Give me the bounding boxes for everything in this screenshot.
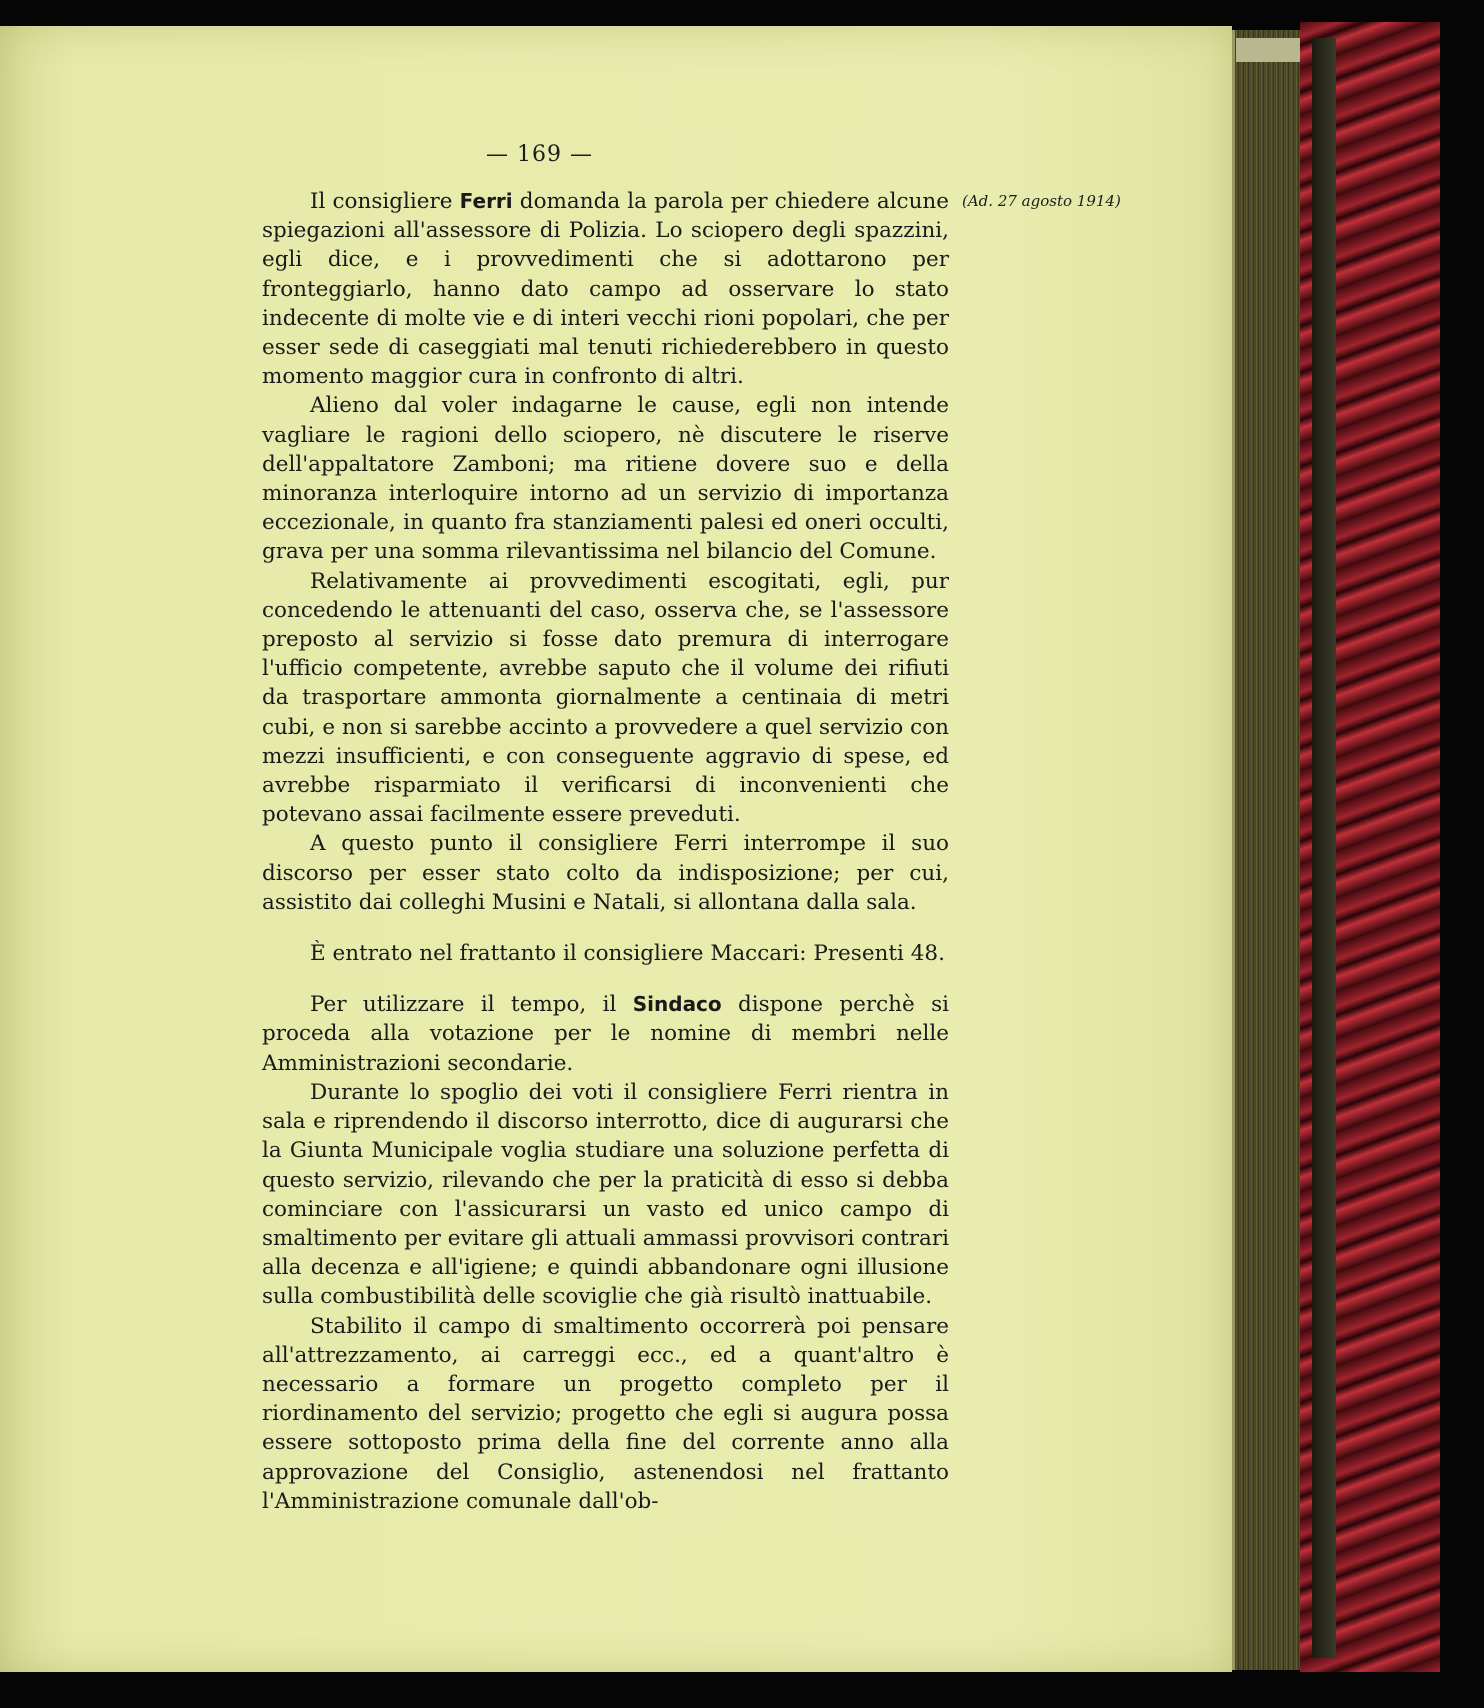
paragraph: Durante lo spoglio dei voti il consigliere Ferri rientra in sala e riprendendo il discorso interrotto, dice di augurarsi che la Giunta Municipale voglia studiare una soluzione perfetta di questo servizio, rilevando che per la praticità di esso si debba cominciare con l'assicurarsi un vasto ed unico campo di smaltimento per evitare gli attuali ammassi provvisori contrari alla decenza e all'igiene; e quindi abbandonare ogni illusione sulla combustibilità delle scoviglie che già risultò inattuabile. [262,1079,949,1310]
body-text [262,187,949,1516]
paragraph-text: Per utilizzare il tempo, il [310,992,633,1018]
page-number: — 169 — [486,142,593,167]
paragraph-text: dispone perchè si proceda alla votazione per le nomine di membri nelle Amministrazioni secondarie. [262,992,950,1076]
speaker-name: Ferri [459,189,513,213]
margin-note: (Ad. 27 agosto 1914) [962,192,1121,210]
paragraph: Alieno dal voler indagarne le cause, egli non intende vagliare le ragioni dello sciopero, nè discutere le riserve dell'appaltatore Zamboni; ma ritiene dovere suo e della minoranza interloquire intorno ad un servizio di importanza eccezionale, in quanto fra stanziamenti palesi ed oneri occulti, grava per una somma rilevantissima nel bilancio del Comune. [262,393,949,565]
paragraph-text: Il consigliere [310,189,460,214]
paragraph: È entrato nel frattanto il consigliere Maccari: Presenti 48. [310,941,945,967]
speaker-name: Sindaco [632,992,722,1017]
paragraph [262,990,949,1078]
paragraph: Stabilito il campo di smaltimento occorrerà poi pensare all'attrezzamento, ai carreggi ecc., ed a quant'altro è necessario a formare un progetto completo per il riordinamento del servizio; progetto che egli si augura possa essere sottoposto prima della fine del corrente anno alla approvazione del Consiglio, astenendosi nel frattanto l'Amministrazione comunale dall'ob- [262,1313,949,1514]
paragraph: Relativamente ai provvedimenti escogitati, egli, pur concedendo le attenuanti del caso, osserva che, se l'assessore preposto al servizio si fosse dato premura di interrogare l'ufficio competente, avrebbe saputo che il volume dei rifiuti da trasportare ammonta giornalmente a centinaia di metri cubi, e non si sarebbe accinto a provvedere a quel servizio con mezzi insufficienti, e con conseguente aggravio di spese, ed avrebbe risparmiato il verificarsi di inconvenienti che potevano assai facilmente essere preveduti. [262,568,949,828]
book-cover-inner [1312,38,1336,1658]
paragraph [262,187,949,391]
paragraph: A questo punto il consigliere Ferri interrompe il suo discorso per esser stato colto da indisposizione; per cui, assistito dai colleghi Musini e Natali, si allontana dalla sala. [262,831,949,915]
page-edges [1232,30,1305,1670]
paragraph-text: domanda la parola per chiedere alcune spiegazioni all'assessore di Polizia. Lo sciopero degli spazzini, egli dice, e i provvedimenti che si adottarono per fronteggiarlo, hanno dato campo ad osservare lo stato indecente di molte vie e di interi vecchi rioni popolari, che per esser sede di caseggiati mal tenuti richiederebbero in questo momento maggior cura in confronto di altri. [262,189,949,390]
